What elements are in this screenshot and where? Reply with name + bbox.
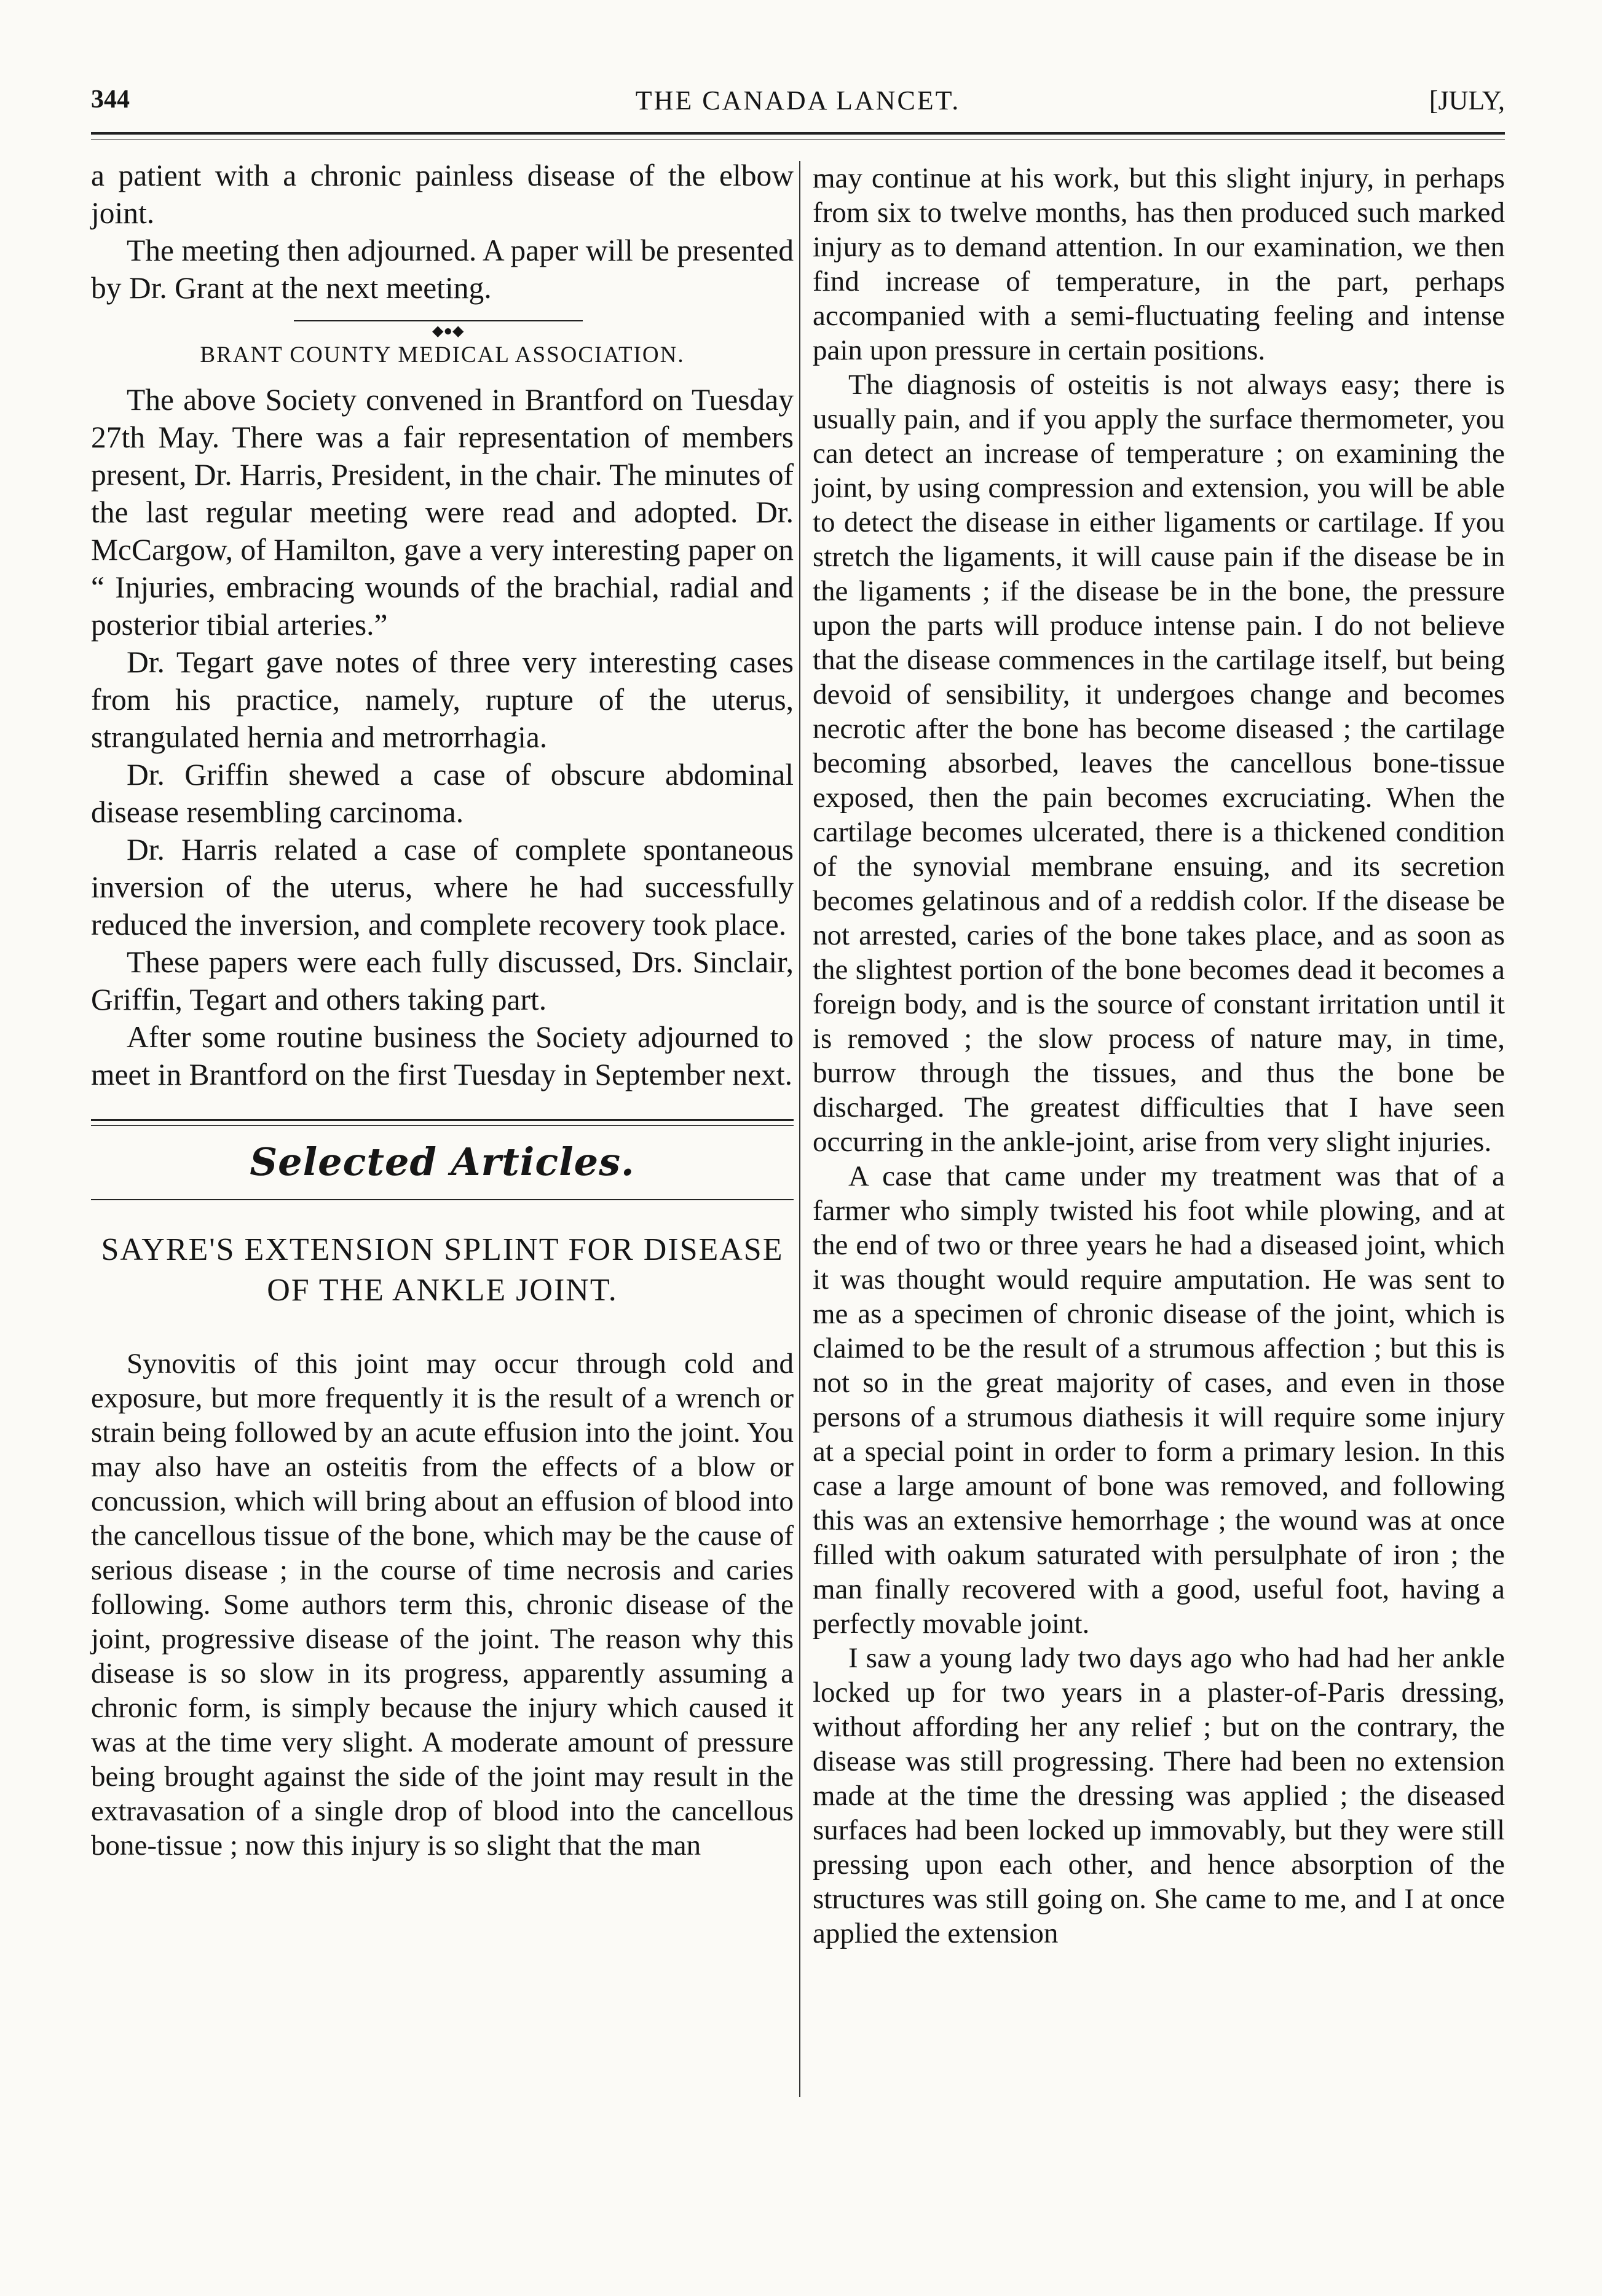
paragraph: a patient with a chronic painless disease of the elbow joint. (91, 159, 794, 230)
left-column (91, 157, 794, 1863)
article-title: SAYRE'S EXTENSION SPLINT FOR DISEASE OF THE ANKLE JOINT. (101, 1232, 784, 1308)
association-heading: BRANT COUNTY MEDICAL ASSOCIATION. (200, 342, 685, 368)
paragraph: The meeting then adjourned. A paper will be presented by Dr. Grant at the next meeting. (91, 234, 794, 305)
section-title: Selected Articles. (250, 1139, 635, 1184)
page-number: 344 (91, 85, 130, 114)
paragraph: may continue at his work, but this slight injury, in perhaps from six to twelve months, has then produced such marked injury as to demand attention. In our examination, we then find increase of temperature, in the part, perhaps accompanied with a semi-fluctuating feeling and intense pain upon pressure in certain positions. (813, 162, 1505, 366)
paragraph: After some routine business the Society adjourned to meet in Brantford on the first Tuesday in September next. (91, 1020, 794, 1091)
paragraph: Synovitis of this joint may occur through cold and exposure, but more frequently it is the result of a wrench or strain being followed by an acute effusion into the joint. You may also have an osteitis from the effects of a blow or concussion, which will bring about an effusion of blood into the cancellous tissue of the bone, which may be the cause of serious disease ; in the course of time necrosis and caries following. Some authors term this, chronic disease of the joint, progressive disease of the joint. The reason why this disease is so slow in its progress, apparently assuming a chronic form, is simply because the injury which caused it was at the time very slight. A moderate amount of pressure being brought against the side of the joint may result in the extravasation of a single drop of blood into the cancellous bone-tissue ; now this injury is so slight that the man (91, 1348, 794, 1862)
article-body (91, 1347, 794, 1863)
running-header (91, 85, 1505, 128)
column-divider (799, 161, 800, 2097)
ornament-icon: ◆●◆ (432, 323, 464, 339)
section-rule-thick (91, 1119, 794, 1121)
paragraph: I saw a young lady two days ago who had had her ankle locked up for two years in a plaster-of-Paris dressing, without affording her any relief ; but on the contrary, the disease was still progressing. There had been no extension made at the time the dressing was applied ; the diseased surfaces had been locked up immovably, but they were still pressing upon each other, and hence absorption of the structures was still going on. She came to me, and I at once applied the extension (813, 1642, 1505, 1949)
right-column (813, 161, 1505, 1951)
section-rules (91, 1119, 794, 1126)
header-rule-thin (91, 139, 1505, 140)
paragraph: Dr. Harris related a case of complete spontaneous inversion of the uterus, where he had successfully reduced the inversion, and complete recovery took place. (91, 833, 794, 942)
paragraph: A case that came under my treatment was that of a farmer who simply twisted his foot while plowing, and at the end of two or three years he had a diseased joint, which it was thought would require amputation. He was sent to me as a specimen of chronic disease of the joint, which is claimed to be the result of a strumous affection ; but this is not so in the great majority of cases, and even in those persons of a strumous diathesis it will require some injury at a special point in order to form a primary lesion. In this case a large amount of bone was removed, and following this was an extensive hemorrhage ; the wound was at once filled with oakum saturated with persulphate of iron ; the man finally recovered with a good, useful foot, having a perfectly movable joint. (813, 1160, 1505, 1640)
journal-title: THE CANADA LANCET. (635, 85, 961, 116)
paragraph: Dr. Tegart gave notes of three very interesting cases from his practice, namely, rupture of the uterus, strangulated hernia and metrorrhagia. (91, 645, 794, 754)
paragraph: Dr. Griffin shewed a case of obscure abdominal disease resembling carcinoma. (91, 758, 794, 829)
section-title-rule (91, 1199, 794, 1200)
paragraph: The above Society convened in Brantford on Tuesday 27th May. There was a fair representation of members present, Dr. Harris, President, in the chair. The minutes of the last regular meeting were read and adopted. Dr. McCargow, of Hamilton, gave a very interesting paper on “ Injuries, embracing wounds of the brachial, radial and posterior tibial arteries.” (91, 383, 794, 642)
paragraph: These papers were each fully discussed, Drs. Sinclair, Griffin, Tegart and others taking part. (91, 945, 794, 1016)
header-rule (91, 132, 1505, 135)
paragraph: The diagnosis of osteitis is not always easy; there is usually pain, and if you apply the surface thermometer, you can detect an increase of temperature ; on examining the joint, by using compression and extension, you will be able to detect the disease in either ligaments or cartilage. If you stretch the ligaments, it will cause pain if the disease be in the ligaments ; if the disease be in the bone, the pressure upon the parts will produce intense pain. I do not believe that the disease commences in the cartilage itself, but being devoid of sensibility, it undergoes change and becomes necrotic after the bone has become diseased ; the cartilage becoming absorbed, leaves the cancellous bone-tissue exposed, then the pain becomes excruciating. When the cartilage becomes ulcerated, there is a thickened condition of the synovial membrane ensuing, and its secretion becomes gelatinous and of a reddish color. If the disease be not arrested, caries of the bone takes place, and as soon as the slightest portion of the bone becomes dead it becomes a foreign body, and is the source of constant irritation until it is removed ; the slow process of nature may, in time, burrow through the tissues, and thus the bone be discharged. The greatest difficulties that I have seen occurring in the ankle-joint, arise from very slight injuries. (813, 369, 1505, 1158)
section-rule-thin (91, 1125, 794, 1126)
ornamental-rule (91, 319, 794, 339)
issue-month: [JULY, (1429, 85, 1505, 116)
